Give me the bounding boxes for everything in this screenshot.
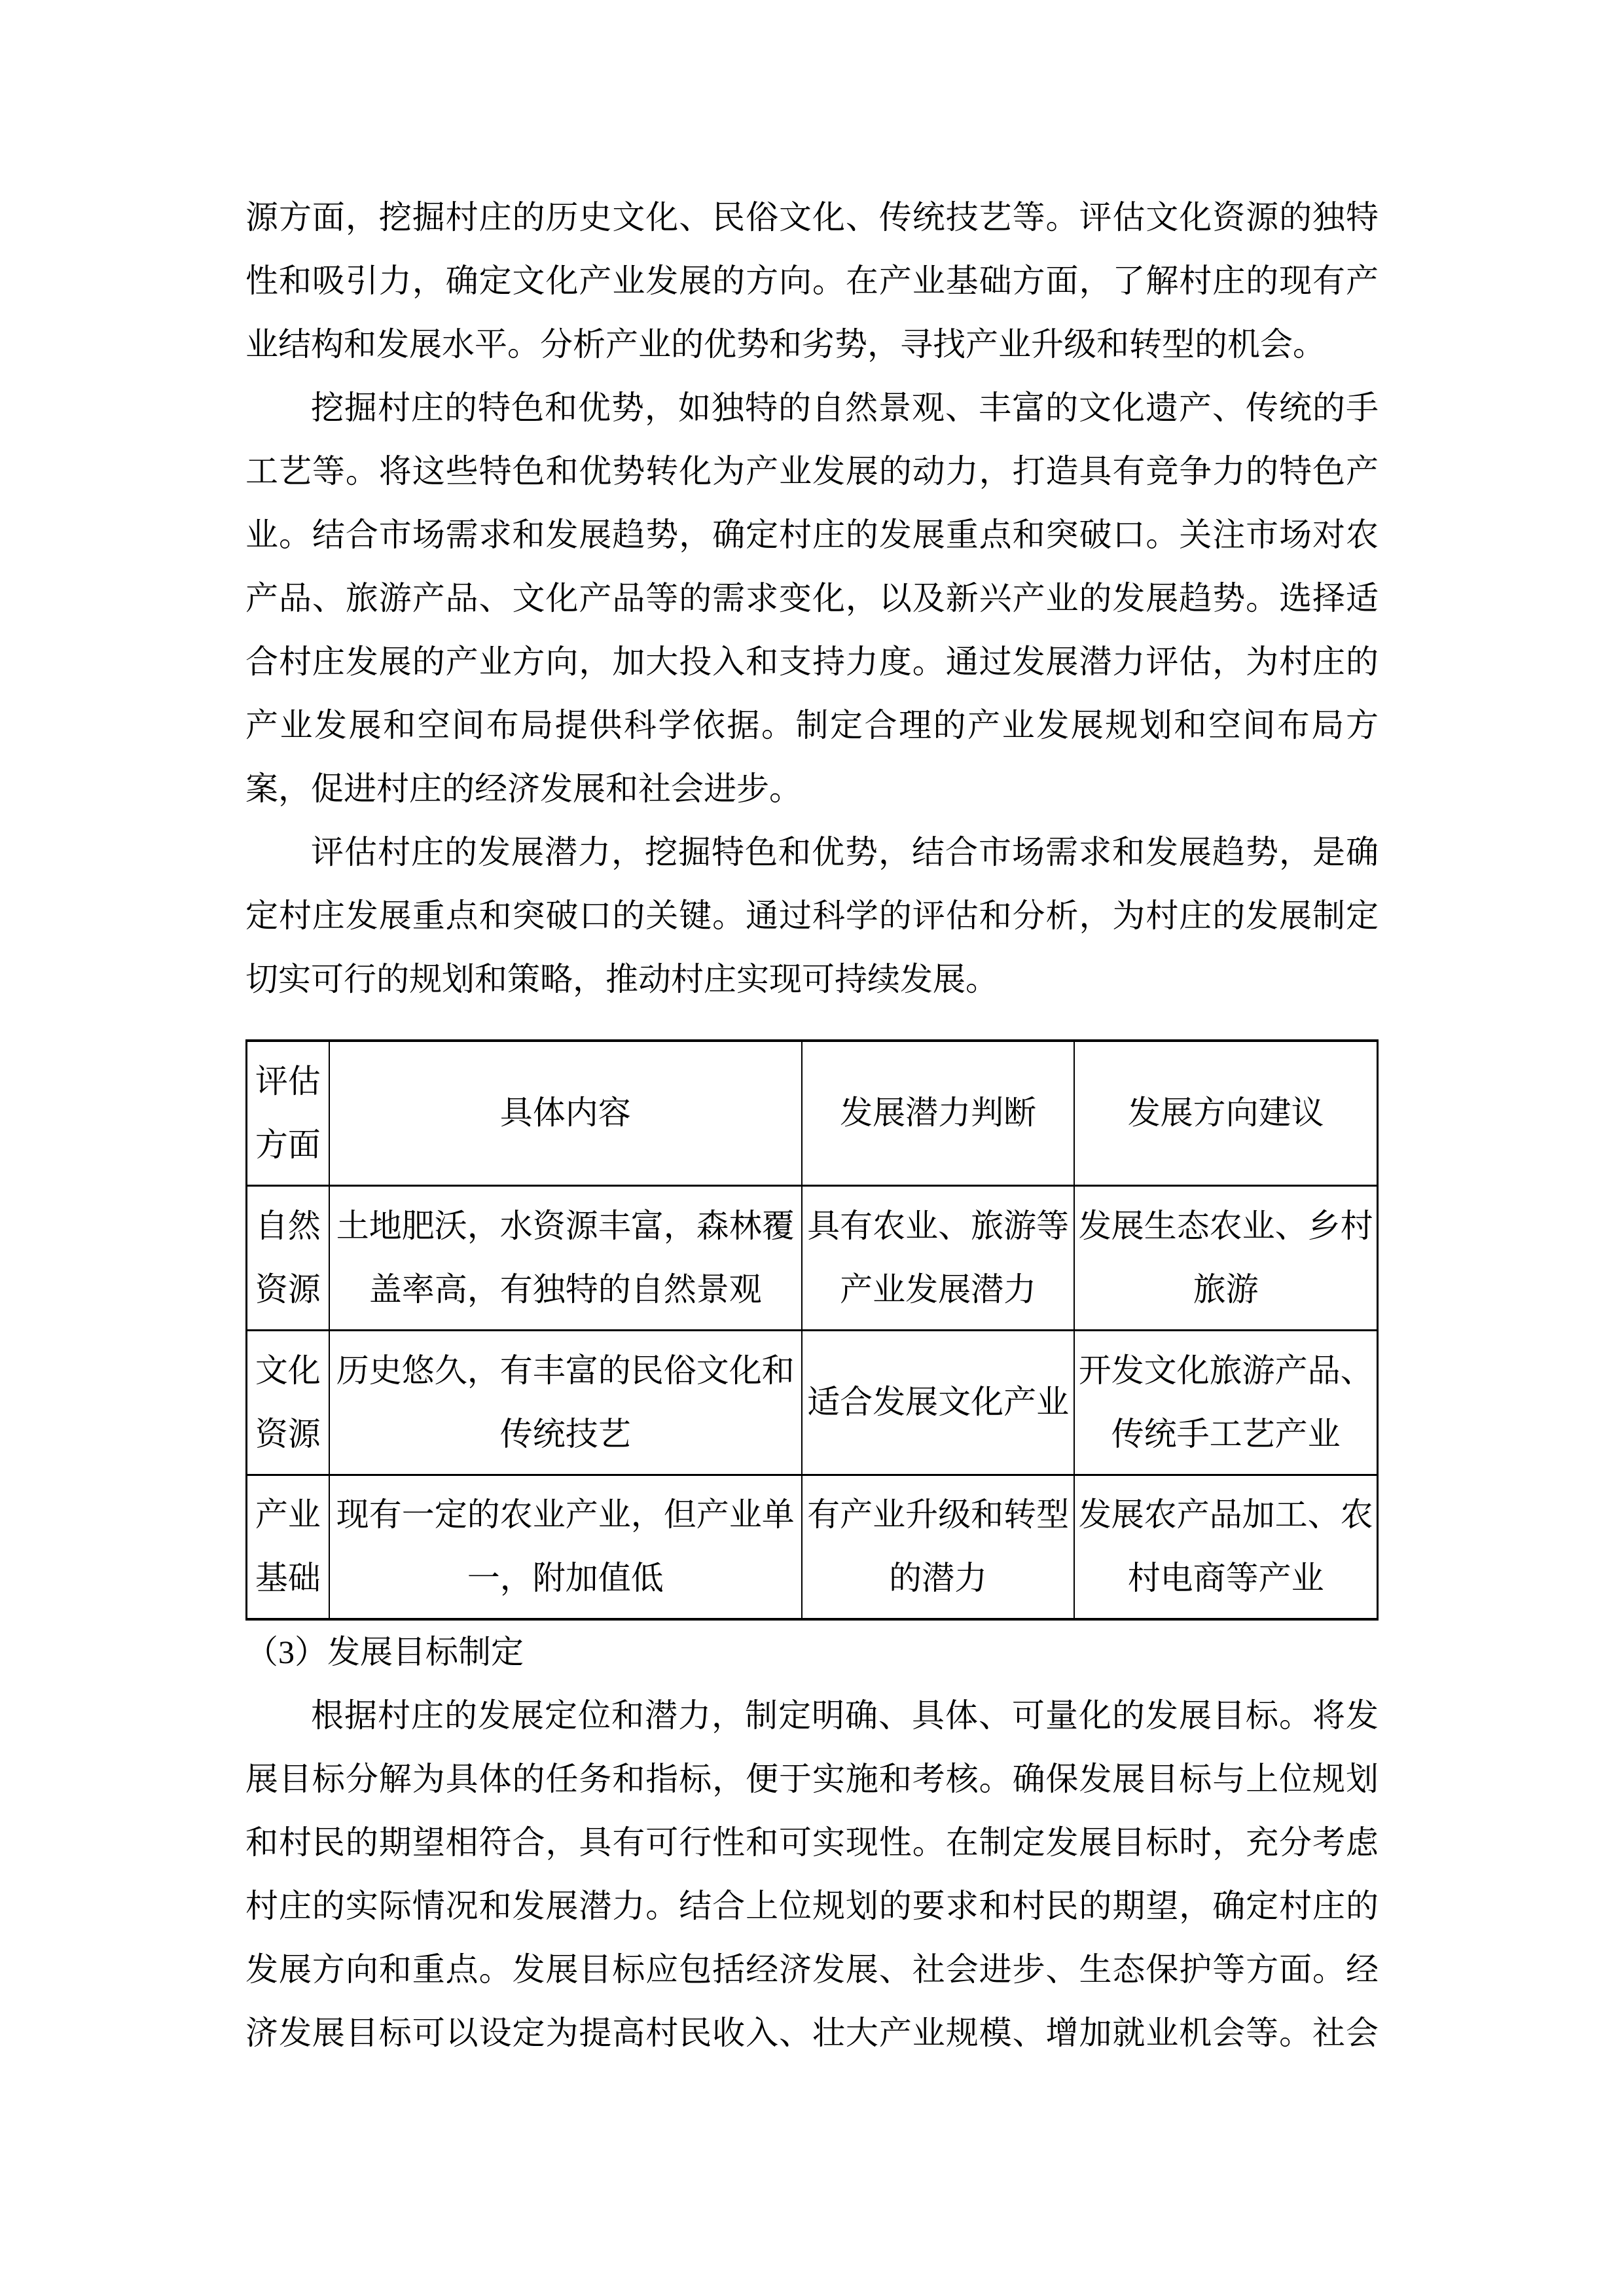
table-row (247, 1330, 1378, 1475)
text-line: 根据村庄的发展定位和潜力，制定明确、具体、可量化的发展目标。将发 (311, 1697, 1379, 1734)
table-cell-line: 盖率高，有独特的自然景观 (369, 1270, 762, 1308)
table-cell-line: 评估 (255, 1062, 321, 1100)
table-cell (1074, 1330, 1377, 1475)
paragraph (245, 821, 1379, 1011)
table-cell-line: 村电商等产业 (1127, 1560, 1324, 1597)
text-line: 济发展目标可以设定为提高村民收入、壮大产业规模、增加就业机会等。社会 (245, 2015, 1379, 2051)
table-header-row (247, 1041, 1378, 1185)
table-cell-line: 传统手工艺产业 (1111, 1415, 1341, 1452)
text-line: 合村庄发展的产业方向，加大投入和支持力度。通过发展潜力评估，为村庄的 (245, 643, 1379, 680)
table-cell-line: 发展生态农业、乡村 (1078, 1207, 1373, 1244)
text-line: 评估村庄的发展潜力，挖掘特色和优势，结合市场需求和发展趋势，是确 (311, 834, 1379, 870)
table-row (247, 1475, 1378, 1619)
table-cell-line: 方面 (255, 1126, 321, 1163)
table-cell-line: 资源 (255, 1270, 321, 1308)
text-line: 源方面，挖掘村庄的历史文化、民俗文化、传统技艺等。评估文化资源的独特 (245, 199, 1379, 236)
paragraph (245, 376, 1379, 821)
table-cell (329, 1185, 802, 1330)
table-cell-line: 有产业升级和转型 (807, 1496, 1070, 1534)
table-cell-line: 的潜力 (889, 1560, 988, 1597)
table-cell (329, 1330, 802, 1475)
text-line: 产业发展和空间布局提供科学依据。制定合理的产业发展规划和空间布局方 (245, 707, 1379, 744)
table-row (247, 1185, 1378, 1330)
table-cell (1074, 1475, 1377, 1619)
table-cell-line: 发展方向建议 (1127, 1094, 1324, 1132)
table-cell-line: 现有一定的农业产业，但产业单 (336, 1496, 795, 1534)
table-cell-line: 一，附加值低 (467, 1560, 664, 1597)
text-line: 产品、旅游产品、文化产品等的需求变化，以及新兴产业的发展趋势。选择适 (245, 580, 1379, 617)
paragraph (245, 1684, 1379, 2065)
table-header-cell (329, 1041, 802, 1185)
table-cell-line: 旅游 (1193, 1270, 1259, 1308)
text-line: 和村民的期望相符合，具有可行性和可实现性。在制定发展目标时，充分考虑 (245, 1824, 1379, 1861)
table-cell (329, 1475, 802, 1619)
table-cell (802, 1185, 1074, 1330)
text-line: 业结构和发展水平。分析产业的优势和劣势，寻找产业升级和转型的机会。 (245, 326, 1326, 363)
table-cell (802, 1475, 1074, 1619)
table-cell-line: 具有农业、旅游等 (807, 1207, 1070, 1244)
text-line: 定村庄发展重点和突破口的关键。通过科学的评估和分析，为村庄的发展制定 (245, 897, 1379, 934)
text-line: 村庄的实际情况和发展潜力。结合上位规划的要求和村民的期望，确定村庄的 (245, 1888, 1379, 1924)
text-line: 挖掘村庄的特色和优势，如独特的自然景观、丰富的文化遗产、传统的手 (311, 389, 1379, 426)
text-line: 性和吸引力，确定文化产业发展的方向。在产业基础方面，了解村庄的现有产 (245, 262, 1379, 299)
table-header-cell (1074, 1041, 1377, 1185)
table-cell-line: 具体内容 (499, 1094, 631, 1132)
table-cell (802, 1330, 1074, 1475)
table-cell-line: 产业发展潜力 (840, 1270, 1037, 1308)
table-cell (1074, 1185, 1377, 1330)
assessment-table (245, 1039, 1379, 1621)
table-cell-line: 历史悠久，有丰富的民俗文化和 (336, 1352, 795, 1389)
table-cell-line: 传统技艺 (499, 1415, 631, 1452)
paragraph (245, 186, 1379, 376)
table-cell (247, 1330, 329, 1475)
table-cell-line: 发展农产品加工、农 (1078, 1496, 1373, 1534)
table-cell-line: 自然 (255, 1207, 321, 1244)
text-line: 切实可行的规划和策略，推动村庄实现可持续发展。 (245, 961, 998, 997)
table-cell-line: 开发文化旅游产品、 (1078, 1352, 1373, 1389)
table-cell-line: 适合发展文化产业 (807, 1384, 1070, 1420)
table-cell-line: 产业 (255, 1496, 321, 1534)
table-cell-line: 发展潜力判断 (840, 1094, 1037, 1132)
text-line: 展目标分解为具体的任务和指标，便于实施和考核。确保发展目标与上位规划 (245, 1761, 1379, 1797)
text-line: 发展方向和重点。发展目标应包括经济发展、社会进步、生态保护等方面。经 (245, 1951, 1379, 1988)
table-cell-line: 土地肥沃，水资源丰富，森林覆 (336, 1207, 795, 1244)
heading-line: （3）发展目标制定 (245, 1634, 524, 1670)
table-cell (247, 1185, 329, 1330)
table-cell-line: 基础 (255, 1560, 321, 1597)
table-cell (247, 1475, 329, 1619)
table-cell-line: 资源 (255, 1415, 321, 1452)
table-header-cell (802, 1041, 1074, 1185)
text-line: 业。结合市场需求和发展趋势，确定村庄的发展重点和突破口。关注市场对农 (245, 516, 1379, 553)
table-header-cell (247, 1041, 329, 1185)
table-cell-line: 文化 (255, 1352, 321, 1389)
section-heading (245, 1621, 1379, 1684)
text-line: 案，促进村庄的经济发展和社会进步。 (245, 770, 802, 807)
text-line: 工艺等。将这些特色和优势转化为产业发展的动力，打造具有竞争力的特色产 (245, 453, 1379, 490)
